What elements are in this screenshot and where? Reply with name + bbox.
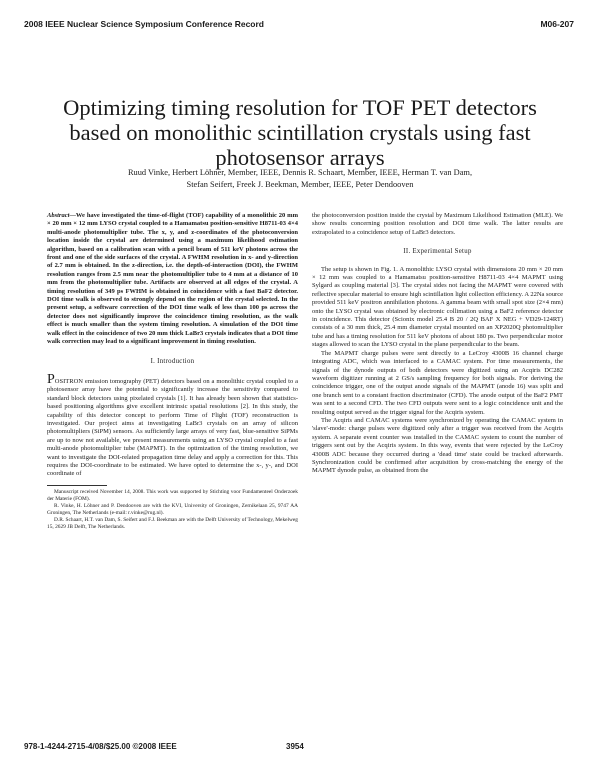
isbn-footer: 978-1-4244-2715-4/08/$25.00 ©2008 IEEE xyxy=(24,742,177,751)
footnote-item: Manuscript received November 14, 2008. This work was supported by Stichting voor Fundamenteel Onderzoek der Materie (FOM). xyxy=(47,488,298,502)
footnote-item: R. Vinke, H. Löhner and P. Dendooven are with the KVI, University of Groningen, Zernikelaan 25, 9747 AA Groningen, The Netherlands (e-mail: r.vinke@rug.nl). xyxy=(47,502,298,516)
page-number: 3954 xyxy=(286,742,304,751)
footnote-item: D.R. Schaart, H.T. van Dam, S. Seifert and F.J. Beekman are with the Delft University of Technology, Mekelweg 15, 2629 JB Delft, The Netherlands. xyxy=(47,516,299,530)
introduction-paragraph xyxy=(47,371,298,479)
authors-block xyxy=(60,167,540,190)
setup-paragraph-2: The MAPMT charge pulses were sent directly to a LeCroy 4300B 16 channel charge integrating ADC, which was interfaced to a CAMAC system. For time measurements, the signals of the dynode outputs of both detectors were digitized using an Acqiris DC282 waveform digitizer running at 2 GS/s sampling frequency for both signals. For deriving the coincidence trigger, one of the output anode signals of the MAPMT (anode 16) was split and one branch sent to a constant fraction discriminator (CFD). The anode output of the BaF2 PMT was sent to a second CFD. The two CFD outputs were sent to a logic coincidence unit and the resulting output served as the trigger signal for the Acqiris system. xyxy=(312,349,563,416)
conference-header: 2008 IEEE Nuclear Science Symposium Conference Record xyxy=(24,19,264,29)
section-2-heading: II. Experimental Setup xyxy=(403,248,472,256)
drop-cap: P xyxy=(47,371,55,387)
introduction-text: OSITRON emission tomography (PET) detectors based on a monolithic crystal coupled to a photosensor array have the potential to significantly increase the sensitivity compared to standard block detectors using pixelated crystals [1]. It has already been shown that statistics-based positioning algorithms give excellent intrinsic spatial resolutions [2]. In this study, the capability of this detector concept to perform Time of Flight (TOF) reconstruction is investigated. Our project aims at investigating LaBr3 crystals on an array of silicon photomultipliers (SiPM) sensors. As sufficiently large arrays of very fast, blue-sensitive SiPMs are up to now not available, we present measurements using an LYSO crystal coupled to a fast multi-anode photomultiplier tube (MAPMT). In the optimization of the timing resolution, we want to investigate the DOI-related propagation time delay and apply a correction for this. This requires the DOI-coordinate to be estimated. We have opted to determine the x-, y-, and DOI coordinate of xyxy=(47,377,298,478)
footnotes xyxy=(47,489,298,531)
setup-paragraph-1: The setup is shown in Fig. 1. A monolithic LYSO crystal with dimensions 20 mm × 20 mm × 12 mm was coupled to a Hamamatsu position-sensitive H8711-03 4×4 MAPMT using Sylgard as coupling material [3]. The crystal sides not facing the MAPMT were covered with reflective specular material to ensure high scintillation light collection efficiency. A 22Na source provided 511 keV positron annihilation photons. A gamma beam with small spot size (2×4 mm) onto the LYSO crystal was obtained by electronic collimation using a BaF2 reference detector in coincidence. This detector (Scionix model 25.4 B 20 / 2Q BAF X NEG + VD29-124RT) consists of a 30 mm thick, 25.4 mm diameter crystal mounted on an XP2020Q photomultiplier tube and has a timing resolution for 511 keV photons of about 180 ps. Two perpendicular motor stages allowed to scan the LYSO crystal in the plane perpendicular to the beam. xyxy=(312,265,563,349)
authors-line-1: Ruud Vinke, Herbert Löhner, Member, IEEE, Dennis R. Schaart, Member, IEEE, Herman T. van Dam, xyxy=(127,168,473,177)
setup-paragraph-3: The Acqiris and CAMAC systems were synchronized by operating the CAMAC system in 'slave'-mode: charge pulses were digitized only after a trigger was received from the Acqiris system. A separate event counter was installed in the CAMAC system to count the number of triggers sent out by the Acqiris system. In this way, events that were rejected by the LeCroy 4300B ADC because they occurred during a 'dead time' state could be tracked afterwards. Synchronization could be confirmed after acquisition by cross-matching the energy of the MAPMT dynode pulse, as obtained from the xyxy=(312,416,563,475)
section-1-heading: I. Introduction xyxy=(150,357,195,365)
paper-id: M06-207 xyxy=(540,19,574,29)
abstract-text: —We have investigated the time-of-flight (TOF) capability of a monolithic 20 mm × 20 mm × 12 mm LYSO crystal coupled to a Hamamatsu position-sensitive H8711-03 4×4 multi-anode photomultiplier tube. The x, y, and z-coordinates of the photoconversion location inside the crystal are determined using a maximum likelihood estimation algorithm, based on a calibration scan with a pencil beam of 511 keV photons across the front and one of the side surfaces of the crystal. A FWHM resolution in x- and y-direction of 2.7 mm is obtained. In the z-direction, i.e. the depth-of-interaction (DOI), the FWHM resolution ranges from 2.5 mm near the photomultiplier tube to 4 mm at a distance of 10 mm from the photomultiplier tube. Artifacts are observed at all edges of the crystal. A timing resolution of 349 ps FWHM is obtained in coincidence with a fast BaF2 detector. DOI time walk is observed to strongly depend on the region of the crystal selected. In the present setup, a software correction of the DOI time walk of less than 100 ps across the detector does not significantly improve the coincidence timing resolution, as the walk effect is much smaller than the system timing resolution. A simulation of the DOI time walk effect in the coincidence of two 20 mm thick LaBr3 crystals indicates that a DOI time walk correction may lead to a significant improvement in timing resolution. xyxy=(47,212,298,346)
left-column xyxy=(47,212,298,531)
paper-title: Optimizing timing resolution for TOF PET detectors based on monolithic scintillation crystals using fast photosensor arrays xyxy=(63,95,537,170)
intro-continuation: the photoconversion position inside the crystal by Maximum Likelihood Estimation (MLE). We show results concerning position resolution and DOI time walk. The latter results are extrapolated to a coincidence setup of LaBr3 detectors. xyxy=(312,212,563,236)
abstract-label: Abstract xyxy=(47,212,70,219)
footnote-divider xyxy=(47,485,107,486)
authors-line-2: Stefan Seifert, Freek J. Beekman, Member, IEEE, Peter Dendooven xyxy=(186,179,414,189)
abstract xyxy=(47,212,298,347)
right-column xyxy=(312,212,563,476)
